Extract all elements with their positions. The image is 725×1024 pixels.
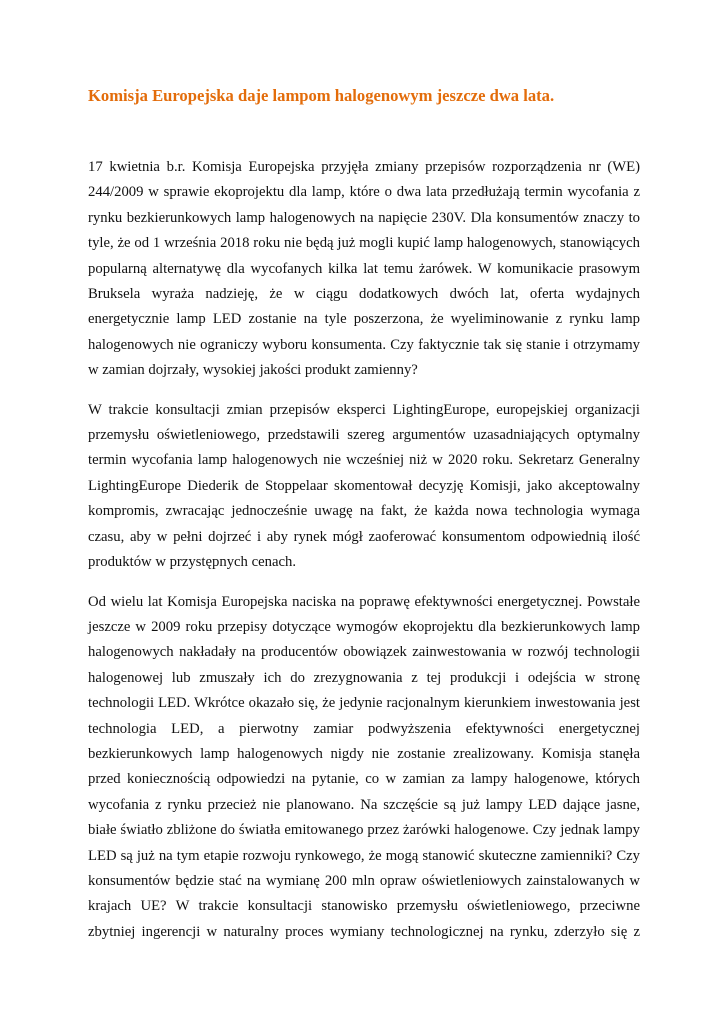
paragraph-1: 17 kwietnia b.r. Komisja Europejska przyjęła zmiany przepisów rozporządzenia nr (WE) 244/2009 w sprawie ekoprojektu dla lamp, które o dwa lata przedłużają termin wycofania z rynku bezkierunkowych lamp halogenowych na napięcie 230V. Dla konsumentów znaczy to tyle, że od 1 września 2018 roku nie będą już mogli kupić lamp halogenowych, stanowiących popularną alternatywę dla wycofanych kilka lat temu żarówek. W komunikacie prasowym Bruksela wyraża nadzieję, że w ciągu dodatkowych dwóch lat, oferta wydajnych energetycznie lamp LED zostanie na tyle poszerzona, że wyeliminowanie z rynku lamp halogenowych nie ograniczy wyboru konsumenta. Czy faktycznie tak się stanie i otrzymamy w zamian dojrzały, wysokiej jakości produkt zamienny? bbox=[88, 159, 640, 379]
paragraph-3: Od wielu lat Komisja Europejska naciska na poprawę efektywności energetycznej. Powstałe jeszcze w 2009 roku przepisy dotyczące wymogów ekoprojektu dla bezkierunkowych lamp halogenowych nakładały na producentów obowiązek zainwestowania w rozwój technologii halogenowej lub zmuszały ich do zrezygnowania z tej produkcji i odejścia w stronę technologii LED. Wkrótce okazało się, że jedynie racjonalnym kierunkiem inwestowania jest technologia LED, a pierwotny zamiar podwyższenia efektywności energetycznej bezkierunkowych lamp halogenowych nigdy nie zostanie zrealizowany. Komisja stanęła przed koniecznością odpowiedzi na pytanie, co w zamian za lampy halogenowe, których wycofania z rynku przecież nie planowano. Na szczęście są już lampy LED dające jasne, białe światło zbliżone do światła emitowanego przez żarówki halogenowe. Czy jednak lampy LED są już na tym etapie rozwoju rynkowego, że mogą stanowić skuteczne zamienniki? Czy konsumentów będzie stać na wymianę 200 mln opraw oświetleniowych zainstalowanych w krajach UE? W trakcie konsultacji stanowisko przemysłu oświetleniowego, przeciwne zbytniej ingerencji w naturalny proces wymiany technologicznej na rynku, zderzyło się z bbox=[88, 593, 640, 940]
paragraph-2: W trakcie konsultacji zmian przepisów eksperci LightingEurope, europejskiej organizacji przemysłu oświetleniowego, przedstawili szereg argumentów uzasadniających optymalny termin wycofania lamp halogenowych nie wcześniej niż w 2020 roku. Sekretarz Generalny LightingEurope Diederik de Stoppelaar skomentował decyzję Komisji, jako akceptowalny kompromis, zwracając jednocześnie uwagę na fakt, że każda nowa technologia wymaga czasu, aby w pełni dojrzeć i aby rynek mógł zaoferować konsumentom odpowiednią ilość produktów w przystępnych cenach. bbox=[88, 401, 640, 571]
article-title: Komisja Europejska daje lampom halogenowym jeszcze dwa lata. bbox=[88, 86, 555, 105]
article-body bbox=[88, 155, 640, 959]
